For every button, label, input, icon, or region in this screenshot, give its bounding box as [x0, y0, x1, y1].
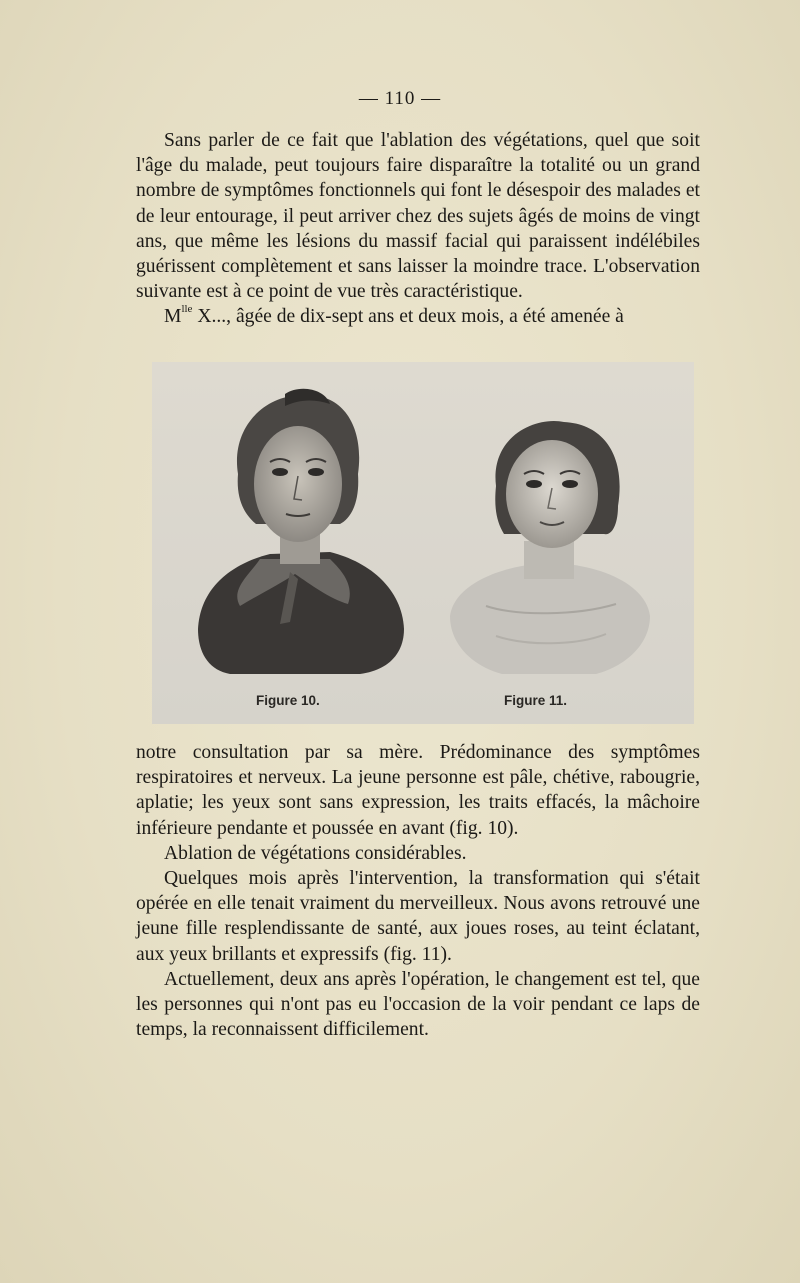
title-sup: lle [181, 303, 193, 316]
paragraph-ablation: Ablation de végétations considérables. [164, 842, 467, 864]
portrait-figure-10 [190, 384, 406, 674]
paragraph-observation [136, 304, 700, 329]
paragraph-transformation: Quelques mois après l'intervention, la transformation qui s'était opérée en elle tenait vraiment du merveilleux. Nous avons retrouvé une jeune fille resplendissante de santé, aux joues roses, au teint éclatant, aux yeux brillants et expressifs (fig. 11). [136, 868, 700, 965]
text-block-bottom [136, 740, 700, 1042]
title-abbrev: M [164, 306, 182, 328]
text-block-top [136, 128, 700, 330]
figure-plate [152, 362, 694, 724]
paragraph-intro: Sans parler de ce fait que l'ablation des végétations, quel que soit l'âge du malade, peut toujours faire disparaître la totalité ou un grand nombre de symptômes fonctionnels qui font le désespoir des malades et de leur entourage, il peut arriver chez des sujets âgés de moins de vingt ans, que même les lésions du massif facial qui paraissent indélébiles guérissent complètement et sans laisser la moindre trace. L'observation suivante est à ce point de vue très caractéristique. [136, 130, 700, 303]
portrait-figure-11 [446, 416, 652, 678]
paragraph-currently: Actuellement, deux ans après l'opération, le changement est tel, que les personnes qui n'ont pas eu l'occasion de la voir pendant ce laps de temps, la reconnaissent difficilement. [136, 968, 700, 1041]
caption-figure-10: Figure 10. [256, 693, 320, 708]
caption-figure-11: Figure 11. [504, 693, 568, 708]
page-number: — 110 — [358, 88, 442, 109]
paragraph-continuation: notre consultation par sa mère. Prédominance des symptômes respiratoires et nerveux. La jeune personne est pâle, chétive, rabougrie, aplatie; les yeux sont sans expression, les traits effacés, la mâchoire inférieure pendante et poussée en avant (fig. 10). [136, 742, 700, 839]
observation-text: X..., âgée de dix-sept ans et deux mois, a été amenée à [192, 306, 624, 328]
